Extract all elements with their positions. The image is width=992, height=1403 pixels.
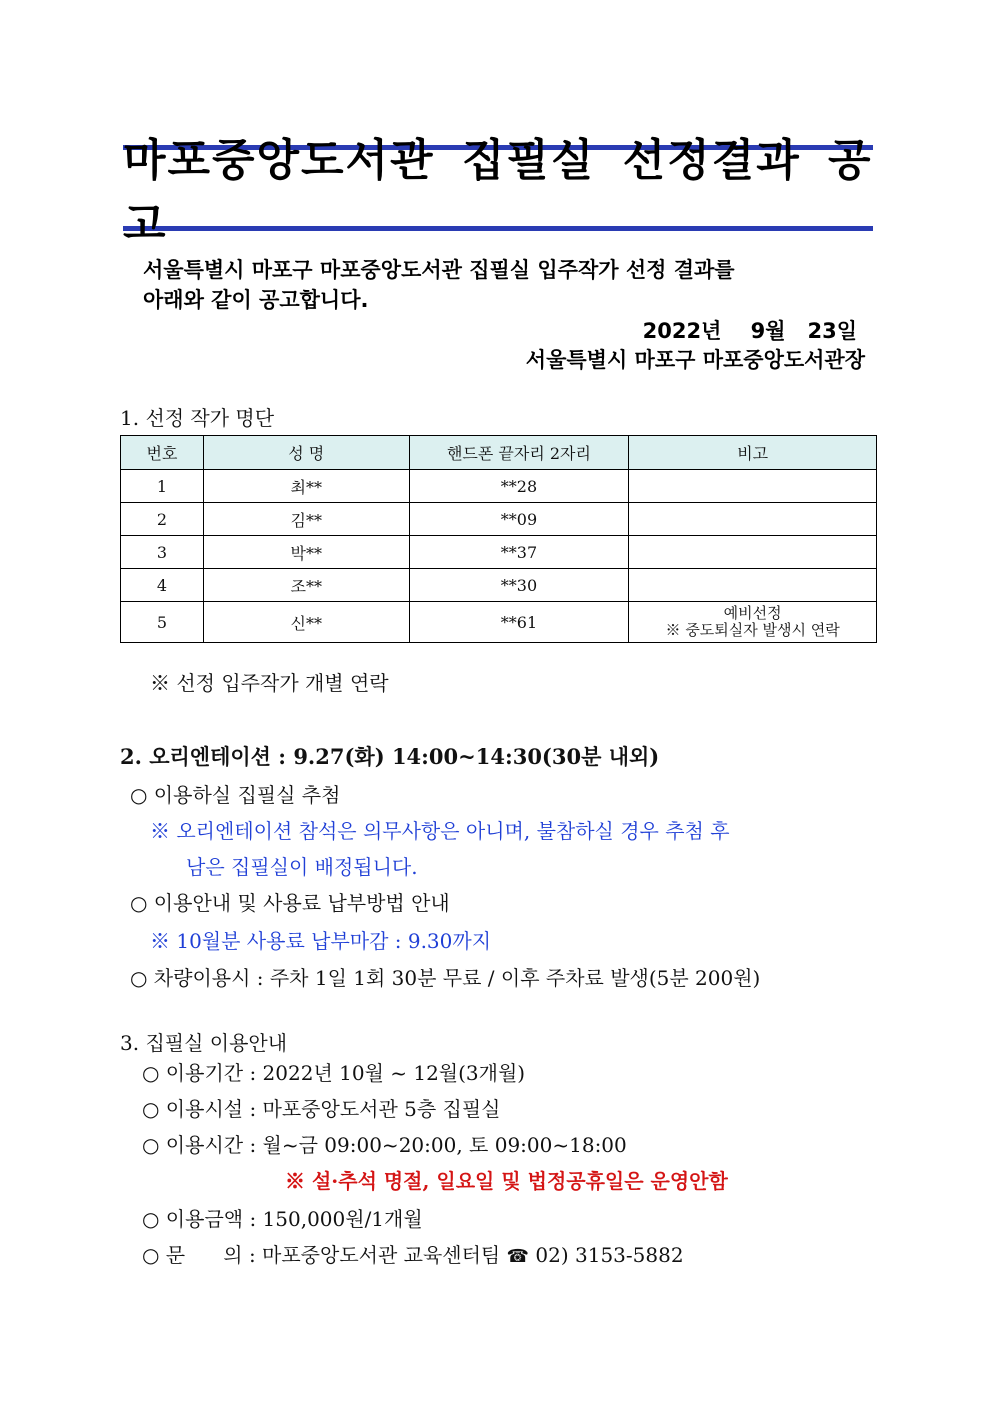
section-1-footnote: ※ 선정 입주작가 개별 연락 — [150, 671, 389, 695]
header-number: 번호 — [121, 436, 204, 470]
note-reserve-detail: ※ 중도퇴실자 발생시 연락 — [665, 621, 840, 639]
table-row — [121, 470, 877, 503]
cell-number: 5 — [121, 602, 204, 643]
cell-name: 김** — [203, 503, 409, 536]
contact-label: ○ 문 의 : 마포중앙도서관 교육센터팀 — [142, 1243, 501, 1267]
orientation-item-2-note: ※ 10월분 사용료 납부마감 : 9.30까지 — [150, 929, 492, 953]
contact-line — [142, 1239, 684, 1268]
cell-phone: **30 — [409, 569, 629, 602]
cell-note — [629, 569, 877, 602]
cell-note — [629, 503, 877, 536]
cell-number: 2 — [121, 503, 204, 536]
intro-line-1: 서울특별시 마포구 마포중앙도서관 집필실 입주작가 선정 결과를 — [143, 258, 735, 282]
usage-fee: ○ 이용금액 : 150,000원/1개월 — [142, 1207, 423, 1231]
cell-number: 4 — [121, 569, 204, 602]
header-name: 성 명 — [203, 436, 409, 470]
cell-name: 최** — [203, 470, 409, 503]
cell-phone: **09 — [409, 503, 629, 536]
table-row — [121, 503, 877, 536]
contact-phone: 02) 3153-5882 — [535, 1243, 684, 1267]
cell-note — [629, 470, 877, 503]
selected-writers-table — [120, 435, 877, 643]
orientation-item-1-note-b: 남은 집필실이 배정됩니다. — [186, 855, 418, 879]
cell-number: 1 — [121, 470, 204, 503]
cell-note — [629, 602, 877, 643]
cell-note — [629, 536, 877, 569]
header-note: 비고 — [629, 436, 877, 470]
title-box — [123, 135, 873, 250]
cell-name: 조** — [203, 569, 409, 602]
table-row — [121, 602, 877, 643]
note-reserve: 예비선정 — [723, 604, 782, 622]
announcement-date: 2022년 9월 23일 — [642, 319, 857, 343]
orientation-item-2: ○ 이용안내 및 사용료 납부방법 안내 — [130, 891, 450, 915]
orientation-item-1: ○ 이용하실 집필실 추첨 — [130, 783, 341, 807]
table-row — [121, 569, 877, 602]
section-3-title: 3. 집필실 이용안내 — [120, 1031, 288, 1055]
intro-line-2: 아래와 같이 공고합니다. — [143, 288, 369, 312]
usage-hours: ○ 이용시간 : 월~금 09:00~20:00, 토 09:00~18:00 — [142, 1133, 627, 1157]
orientation-item-3: ○ 차량이용시 : 주차 1일 1회 30분 무료 / 이후 주차료 발생(5분 200원) — [130, 966, 761, 990]
header-phone: 핸드폰 끝자리 2자리 — [409, 436, 629, 470]
section-1-title: 1. 선정 작가 명단 — [120, 406, 275, 430]
cell-name: 신** — [203, 602, 409, 643]
table-header-row — [121, 436, 877, 470]
intro-paragraph — [143, 255, 863, 315]
cell-number: 3 — [121, 536, 204, 569]
phone-icon: ☎ — [506, 1246, 530, 1267]
cell-phone: **28 — [409, 470, 629, 503]
usage-facility: ○ 이용시설 : 마포중앙도서관 5층 집필실 — [142, 1097, 501, 1121]
cell-name: 박** — [203, 536, 409, 569]
cell-phone: **37 — [409, 536, 629, 569]
section-2-title: 2. 오리엔테이션 : 9.27(화) 14:00~14:30(30분 내외) — [120, 744, 660, 769]
table-row — [121, 536, 877, 569]
issuing-organization: 서울특별시 마포구 마포중앙도서관장 — [525, 348, 865, 372]
page-title: 마포중앙도서관 집필실 선정결과 공고 — [123, 135, 873, 250]
usage-hours-note: ※ 설·추석 명절, 일요일 및 법정공휴일은 운영안함 — [285, 1169, 728, 1193]
orientation-item-1-note-a: ※ 오리엔테이션 참석은 의무사항은 아니며, 불참하실 경우 추첨 후 — [150, 819, 730, 843]
cell-phone: **61 — [409, 602, 629, 643]
usage-period: ○ 이용기간 : 2022년 10월 ~ 12월(3개월) — [142, 1061, 526, 1085]
